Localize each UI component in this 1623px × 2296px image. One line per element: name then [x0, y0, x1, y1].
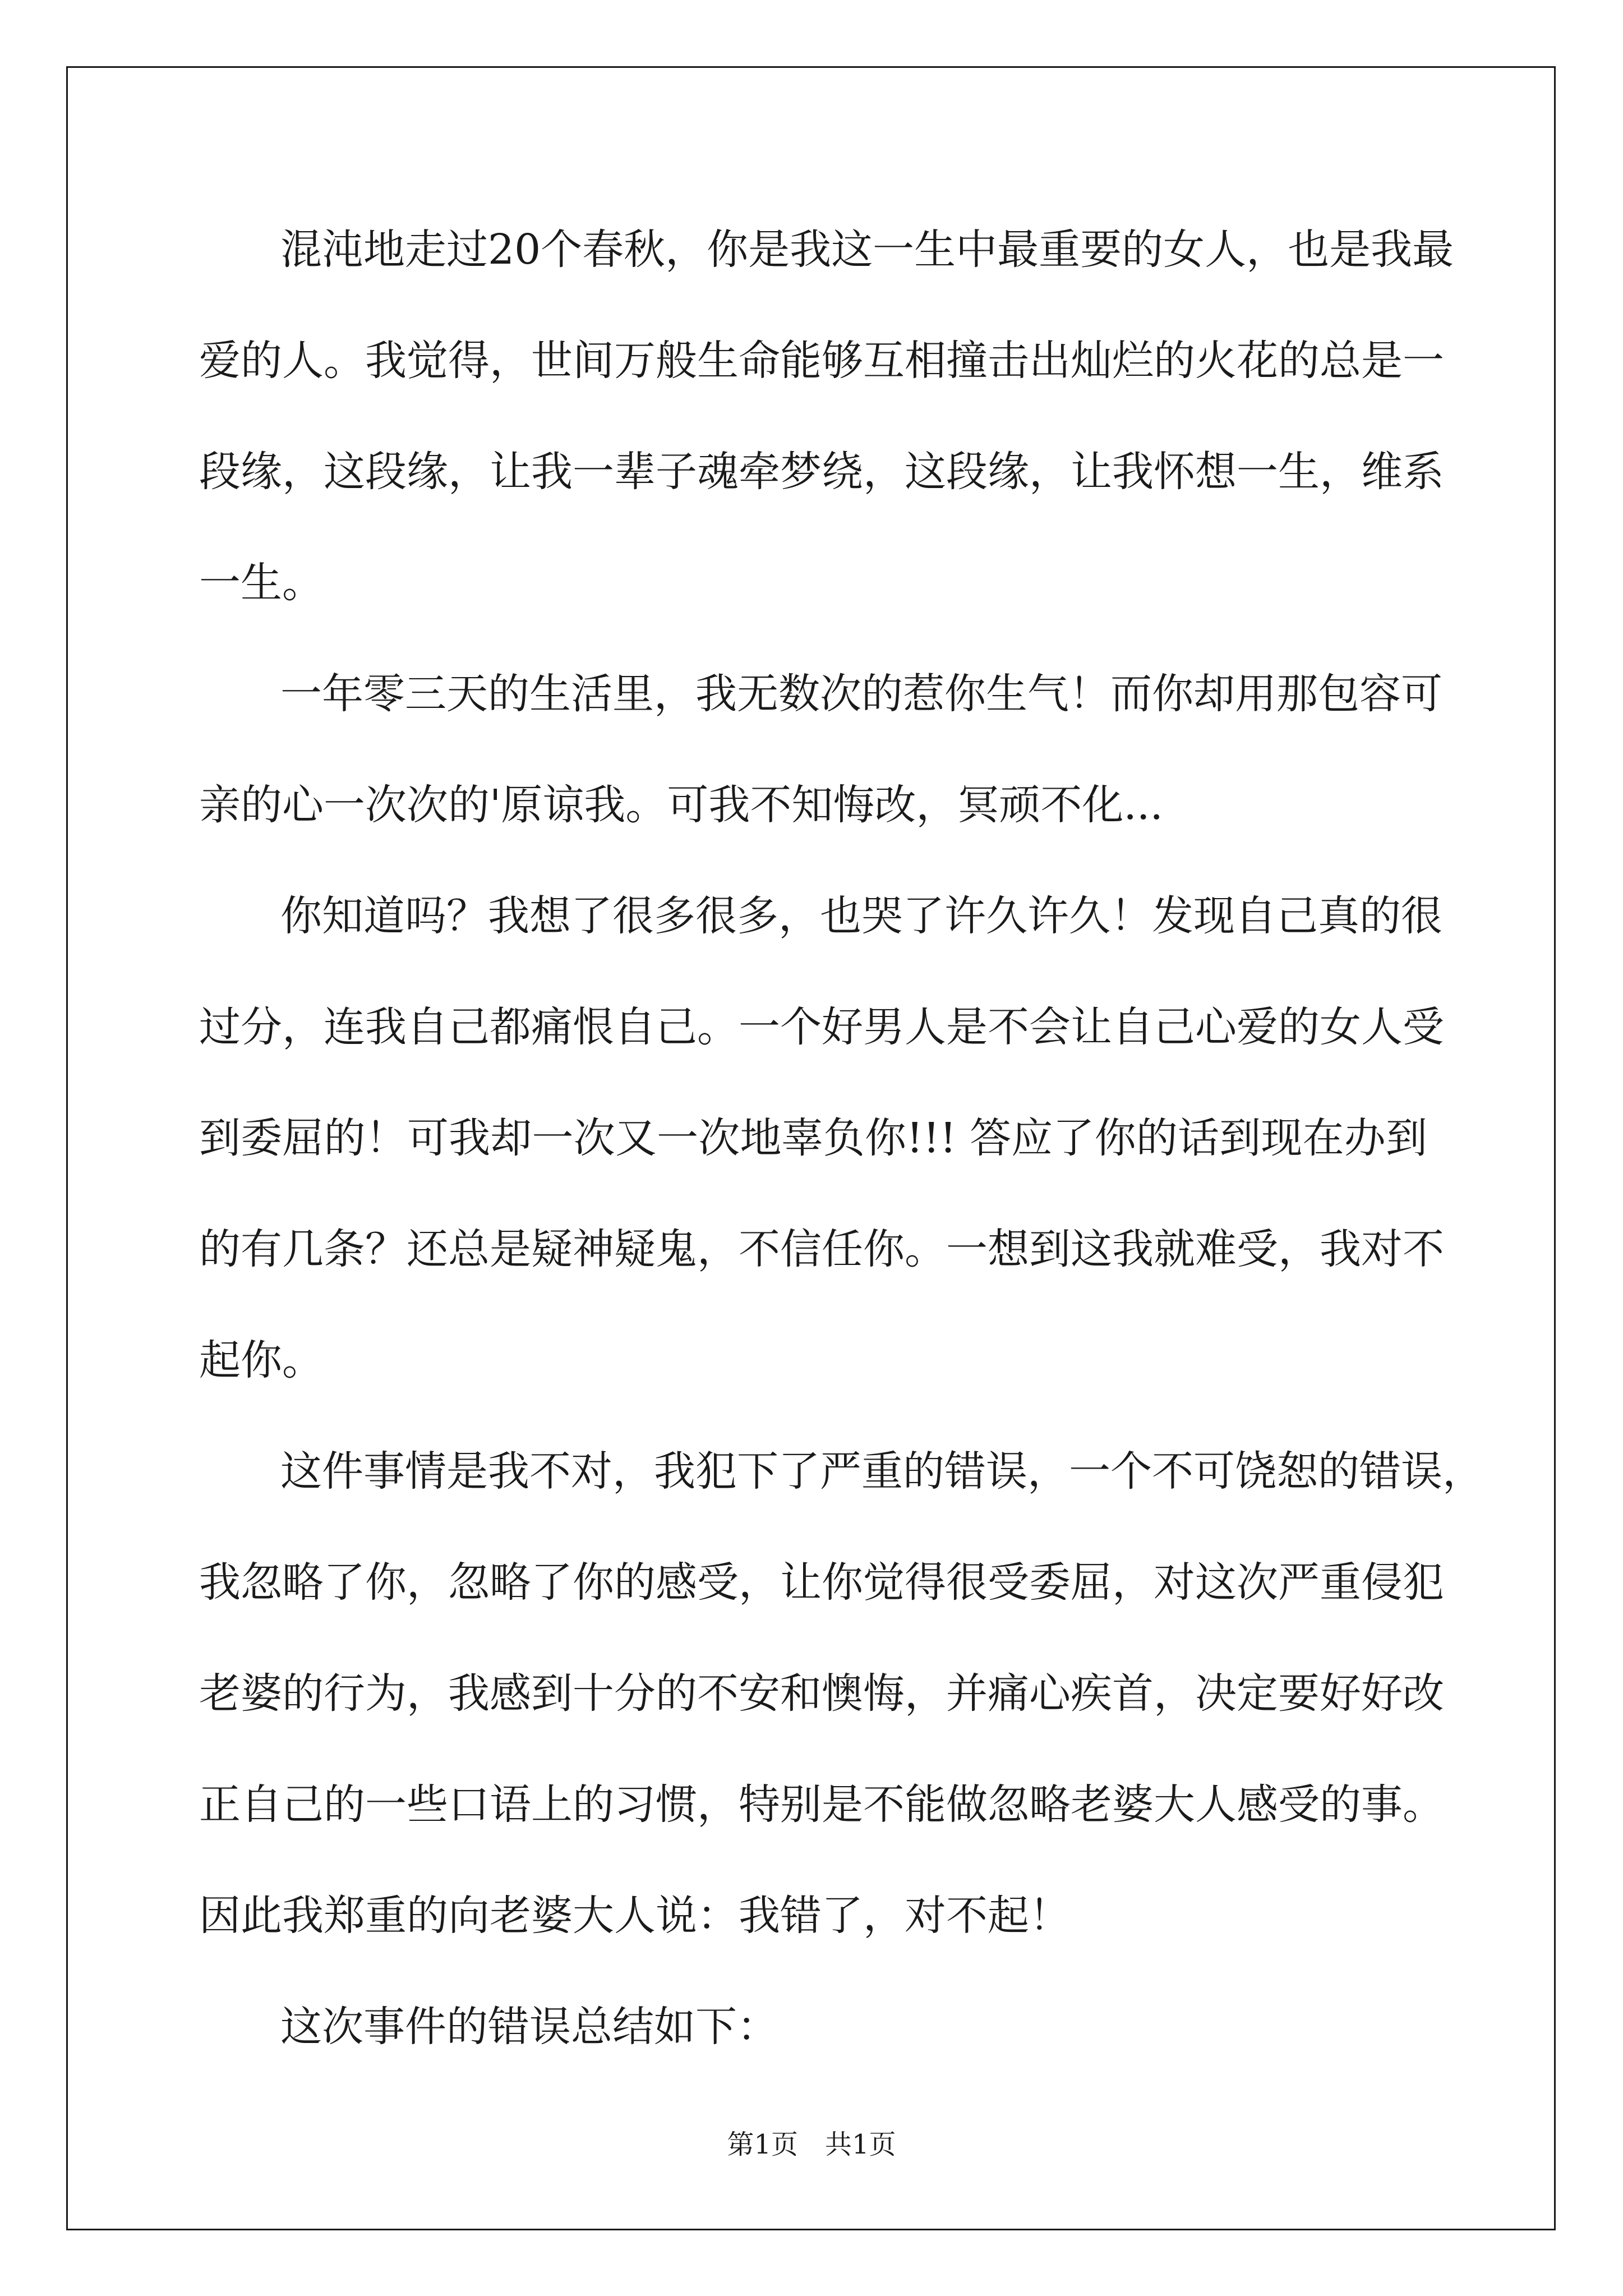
text-line: 起你。	[199, 1336, 324, 1384]
text-line: 因此我郑重的向老婆大人说：我错了，对不起！	[199, 1892, 1071, 1940]
text-line: 我忽略了你，忽略了你的感受，让你觉得很受委屈，对这次严重侵犯	[199, 1558, 1444, 1607]
text-line: 一年零三天的生活里，我无数次的惹你生气！而你却用那包容可	[280, 670, 1442, 718]
text-line: 混沌地走过20个春秋，你是我这一生中最重要的女人，也是我最	[280, 226, 1454, 274]
text-line: 这件事情是我不对，我犯下了严重的错误，一个不可饶恕的错误，	[280, 1447, 1484, 1496]
text-line: 过分，连我自己都痛恨自己。一个好男人是不会让自己心爱的女人受	[199, 1003, 1444, 1051]
text-line: 一生。	[199, 559, 324, 607]
text-line: 正自己的一些口语上的习惯，特别是不能做忽略老婆大人感受的事。	[199, 1780, 1444, 1829]
text-line: 爱的人。我觉得，世间万般生命能够互相撞击出灿烂的火花的总是一	[199, 337, 1444, 385]
page-number-footer: 第1页 共1页	[727, 2129, 896, 2160]
text-line: 到委屈的！可我却一次又一次地辜负你!!! 答应了你的话到现在办到	[199, 1114, 1427, 1162]
text-line: 亲的心一次次的'原谅我。可我不知悔改，冥顽不化...	[199, 781, 1163, 829]
text-line: 老婆的行为，我感到十分的不安和懊悔，并痛心疾首，决定要好好改	[199, 1669, 1444, 1718]
text-line: 的有几条？还总是疑神疑鬼，不信任你。一想到这我就难受，我对不	[199, 1225, 1444, 1273]
text-line: 你知道吗？我想了很多很多，也哭了许久许久！发现自己真的很	[280, 892, 1442, 940]
text-line: 段缘，这段缘，让我一辈子魂牵梦绕，这段缘，让我怀想一生，维系	[199, 448, 1444, 496]
text-line: 这次事件的错误总结如下：	[280, 2003, 778, 2051]
